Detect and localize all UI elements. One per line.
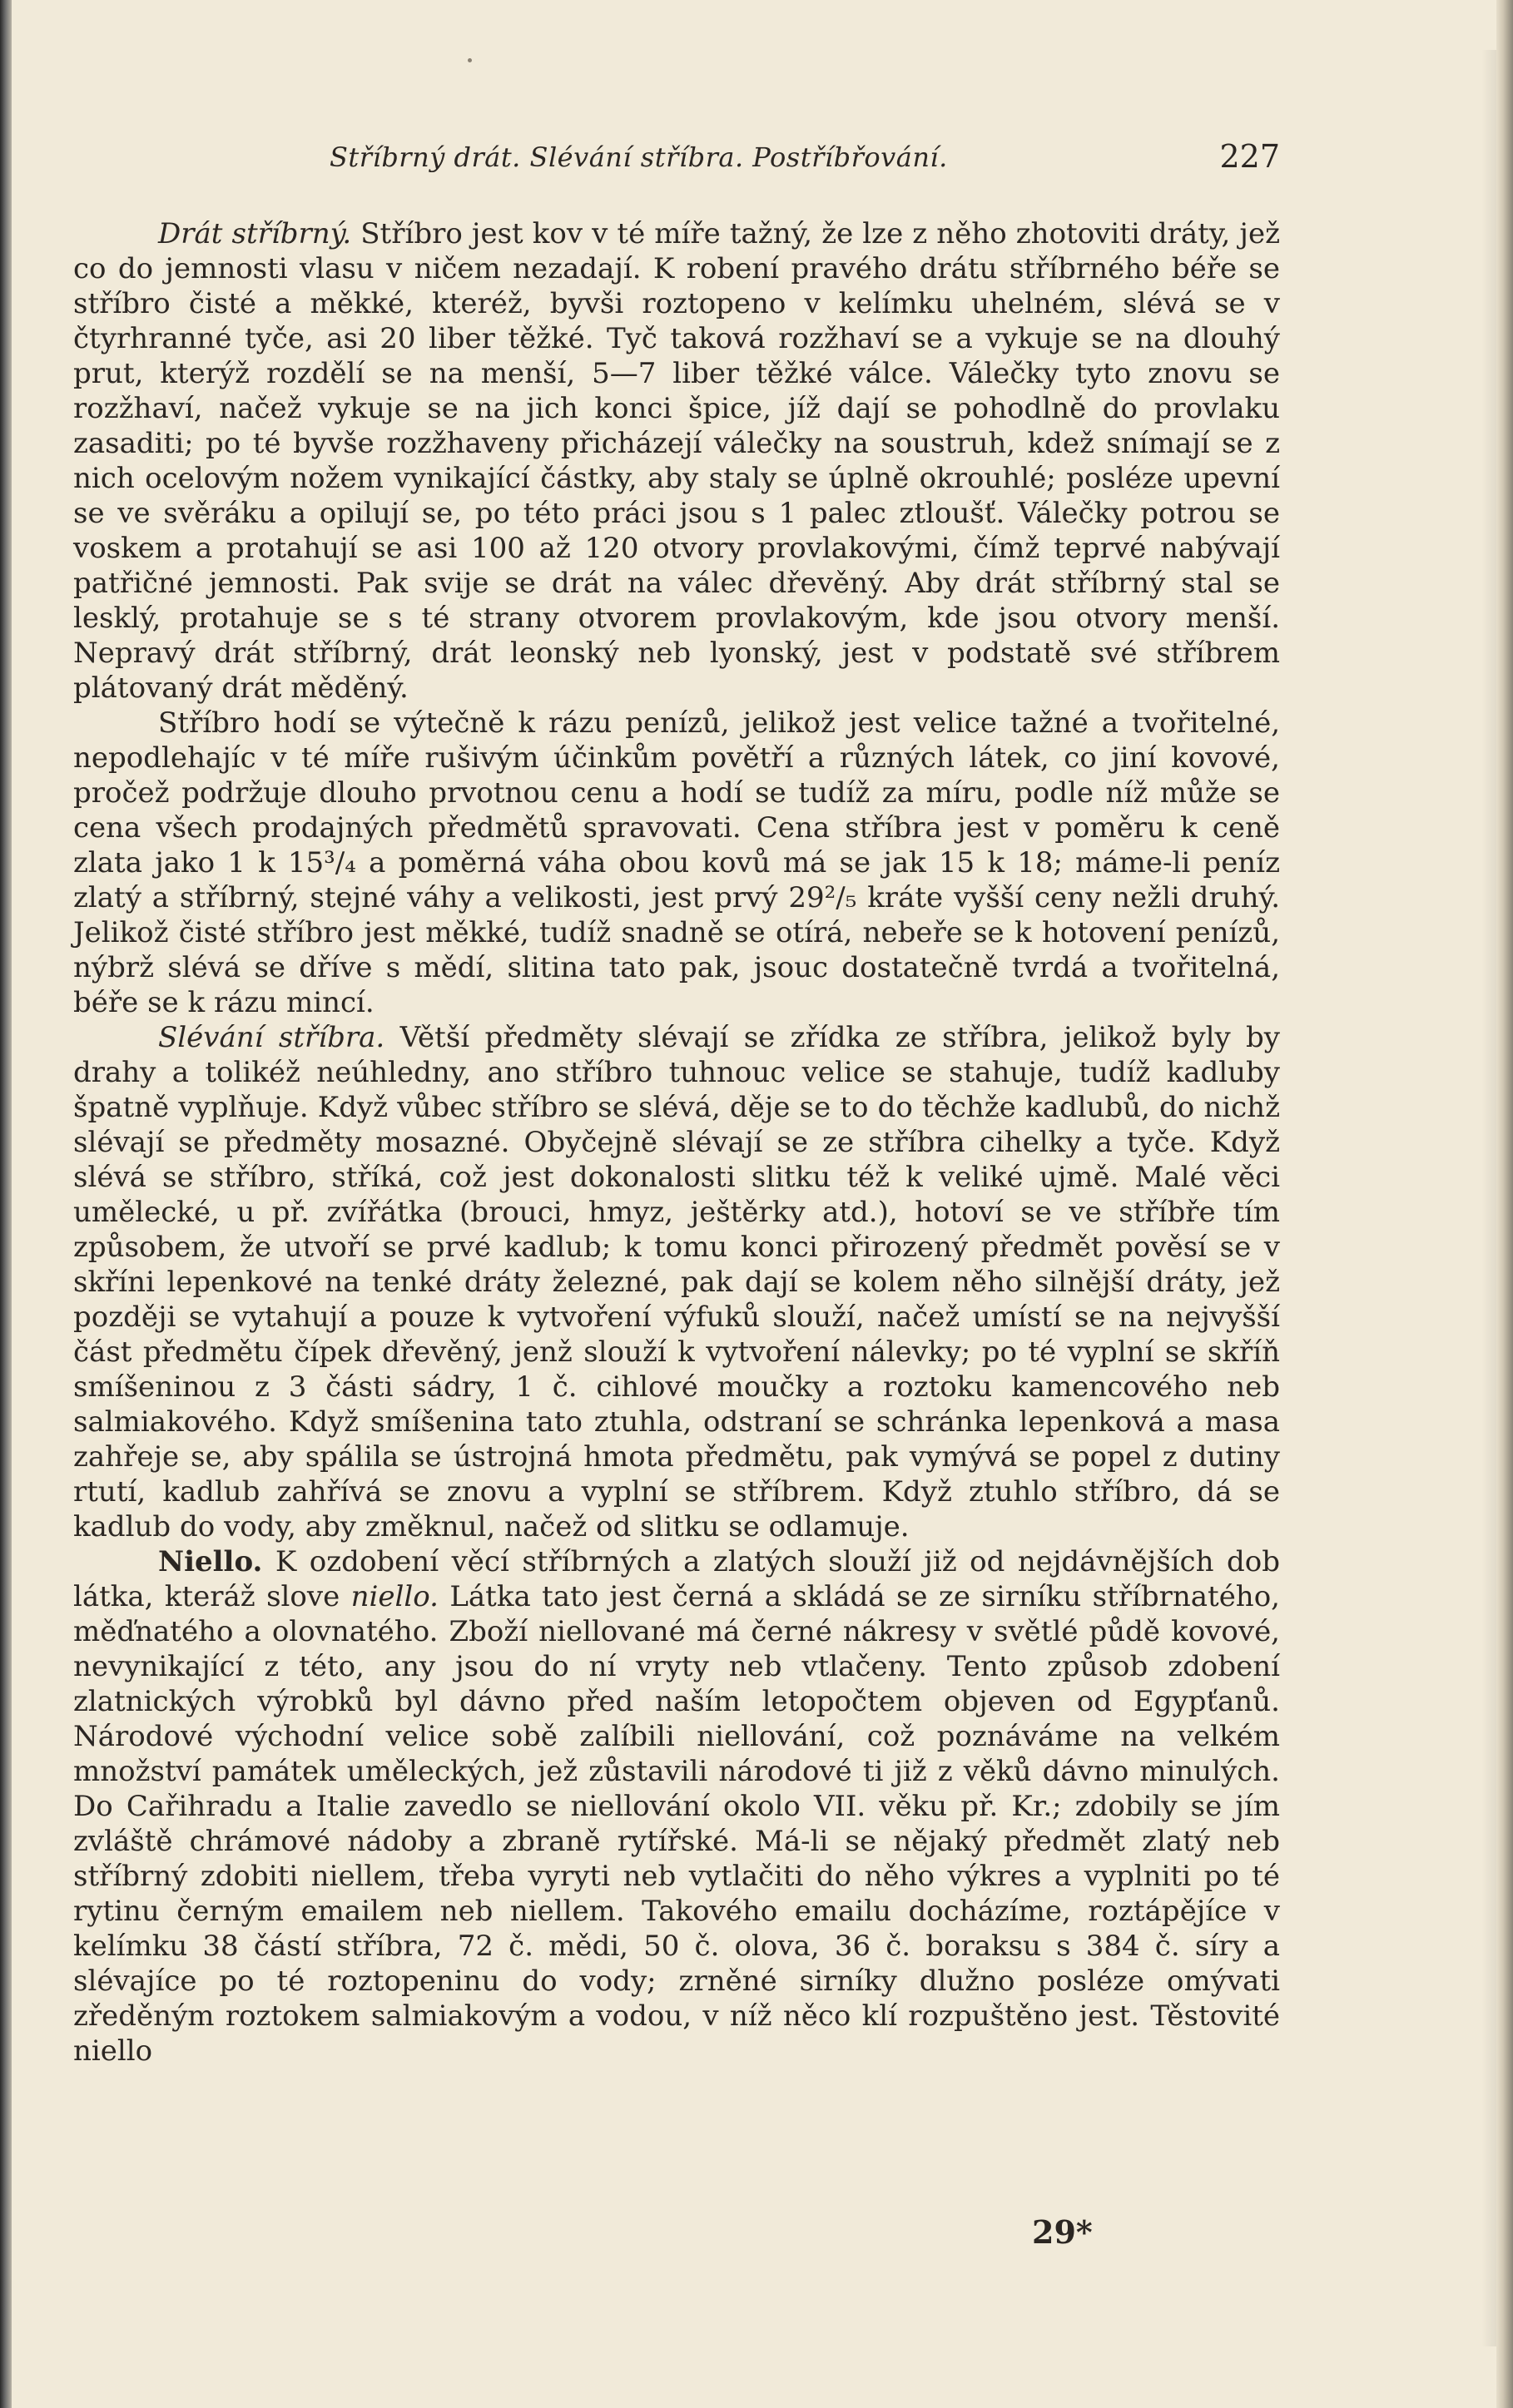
section-title-stribrny-drat: Drát stříbrný. bbox=[158, 217, 352, 250]
paragraph-stribrny-drat bbox=[73, 216, 1280, 706]
paragraph-text: Látka tato jest černá a skládá se ze sirníku stříbrnatého, měďnatého a olovnatého. Zboží niellované má černé nákresy v světlé půdě kovové, nevynikající z této, any jsou do ní vryty neb vtlačeny. Tento způsob zdobení zlatnických výrobků byl dávno před naším letopočtem objeven od Egypťanů. Národové východní velice sobě zalíbili niellování, což poznáváme na velkém množství památek uměleckých, jež zůstavili národové ti již z věků dávno minulých. Do Cařihradu a Italie zavedlo se niellování okolo VII. věku př. Kr.; zdobily se jím zvláště chrámové nádoby a zbraně rytířské. Má-li se nějaký předmět zlatý neb stříbrný zdobiti niellem, třeba vyryti neb vytlačiti do něho výkres a vyplniti po té rytinu černým emailem neb niellem. Takového emailu docházíme, roztápějíce v kelímku 38 částí stříbra, 72 č. mědi, 50 č. olova, 36 č. boraksu s 384 č. síry a slévajíce po té roztopeninu do vody; zrněné sirníky dlužno posléze omývati zředěným roztokem salmiakovým a vodou, v níž něco klí rozpuštěno jest. Těstovité niello bbox=[73, 1580, 1280, 2068]
page-number: 227 bbox=[1219, 138, 1280, 175]
paragraph-text: K ozdobení věcí stříbrných a zlatých slouží již od nejdávnějších dob látka, kteráž slove bbox=[73, 1545, 1280, 1613]
paper-speck bbox=[468, 58, 472, 62]
paragraph-text: Větší předměty slévají se zřídka ze stříbra, jelikož byly by drahy a tolikéž neúhledny, ano stříbro tuhnouc velice se stahuje, tudíž kadluby špatně vyplňuje. Když vůbec stříbro se slévá, děje se to do těchže kadlubů, do nichž slévají se předměty mosazné. Obyčejně slévají se ze stříbra cihelky a tyče. Když slévá se stříbro, stříká, což jest dokonalosti slitku též k veliké ujmě. Malé věci umělecké, u př. zvířátka (brouci, hmyz, ještěrky atd.), hotoví se ve stříbře tím způsobem, že utvoří se prvé kadlub; k tomu konci přirozený předmět pověsí se v skříni lepenkové na tenké dráty železné, pak dají se kolem něho silnější dráty, jež později se vytahují a pouze k vytvoření výfuků slouží, načež umístí se na nejvyšší část předmětu čípek dřevěný, jenž slouží k vytvoření nálevky; po té vyplní se skříň smíšeninou z 3 části sádry, 1 č. cihlové moučky a roztoku kamencového neb salmiakového. Když smíšenina tato ztuhla, odstraní se schránka lepenková a masa zahřeje se, aby spálila se ústrojná hmota předmětu, pak vymývá se popel z dutiny rtutí, kadlub zahřívá se znovu a vyplní se stříbrem. Když ztuhlo stříbro, dá se kadlub do vody, aby změknul, načež od slitku se odlamuje. bbox=[73, 1021, 1280, 1543]
running-head bbox=[330, 133, 1280, 183]
paragraph-stribro-mince bbox=[73, 706, 1280, 1020]
paragraph-slevani-stribra bbox=[73, 1020, 1280, 1544]
body-text bbox=[73, 216, 1280, 2069]
section-title-niello: Niello. bbox=[158, 1545, 263, 1578]
section-title-slevani-stribra: Slévání stříbra. bbox=[158, 1021, 385, 1054]
running-title: Stříbrný drát. Slévání stříbra. Postříbřování. bbox=[330, 141, 948, 173]
term-niello: niello. bbox=[350, 1580, 439, 1613]
paragraph-text: Stříbro jest kov v té míře tažný, že lze z něho zhotoviti dráty, jež co do jemnosti vlasu v ničem nezadají. K robení pravého drátu stříbrného béře se stříbro čisté a měkké, kteréž, byvši roztopeno v kelímku uhelném, slévá se v čtyrhranné tyče, asi 20 liber těžké. Tyč taková rozžhaví se a vykuje se na dlouhý prut, kterýž rozdělí se na menší, 5—7 liber těžké válce. Válečky tyto znovu se rozžhaví, načež vykuje se na jich konci špice, jíž dají se pohodlně do provlaku zasaditi; po té byvše rozžhaveny přicházejí válečky na soustruh, kdež snímají se z nich ocelovým nožem vynikající částky, aby staly se úplně okrouhlé; posléze upevní se ve svěráku a opilují se, po této práci jsou s 1 palec ztloušť. Válečky potrou se voskem a protahují se asi 100 až 120 otvory provlakovými, čímž teprvé nabývají patřičné jemnosti. Pak svije se drát na válec dřevěný. Aby drát stříbrný stal se lesklý, protahuje se s té strany otvorem provlakovým, kde jsou otvory menší. Nepravý drát stříbrný, drát leonský neb lyonský, jest v podstatě své stříbrem plátovaný drát měděný. bbox=[73, 217, 1280, 705]
signature-mark: 29* bbox=[1032, 2213, 1093, 2251]
paragraph-text: Stříbro hodí se výtečně k rázu penízů, jelikož jest velice tažné a tvořitelné, nepodlehajíc v té míře rušivým účinkům povětří a různých látek, co jiní kovové, pročež podržuje dlouho prvotnou cenu a hodí se tudíž za míru, podle níž může se cena všech prodajných předmětů spravovati. Cena stříbra jest v poměru k ceně zlata jako 1 k 15³/₄ a poměrná váha obou kovů má se jak 15 k 18; máme-li peníz zlatý a stříbrný, stejné váhy a velikosti, jest prvý 29²/₅ kráte vyšší ceny nežli druhý. Jelikož čisté stříbro jest měkké, tudíž snadně se otírá, nebeře se k hotovení penízů, nýbrž slévá se dříve s mědí, slitina tato pak, jsouc dostatečně tvrdá a tvořitelná, béře se k rázu mincí. bbox=[73, 706, 1280, 1019]
paragraph-niello bbox=[73, 1544, 1280, 2069]
